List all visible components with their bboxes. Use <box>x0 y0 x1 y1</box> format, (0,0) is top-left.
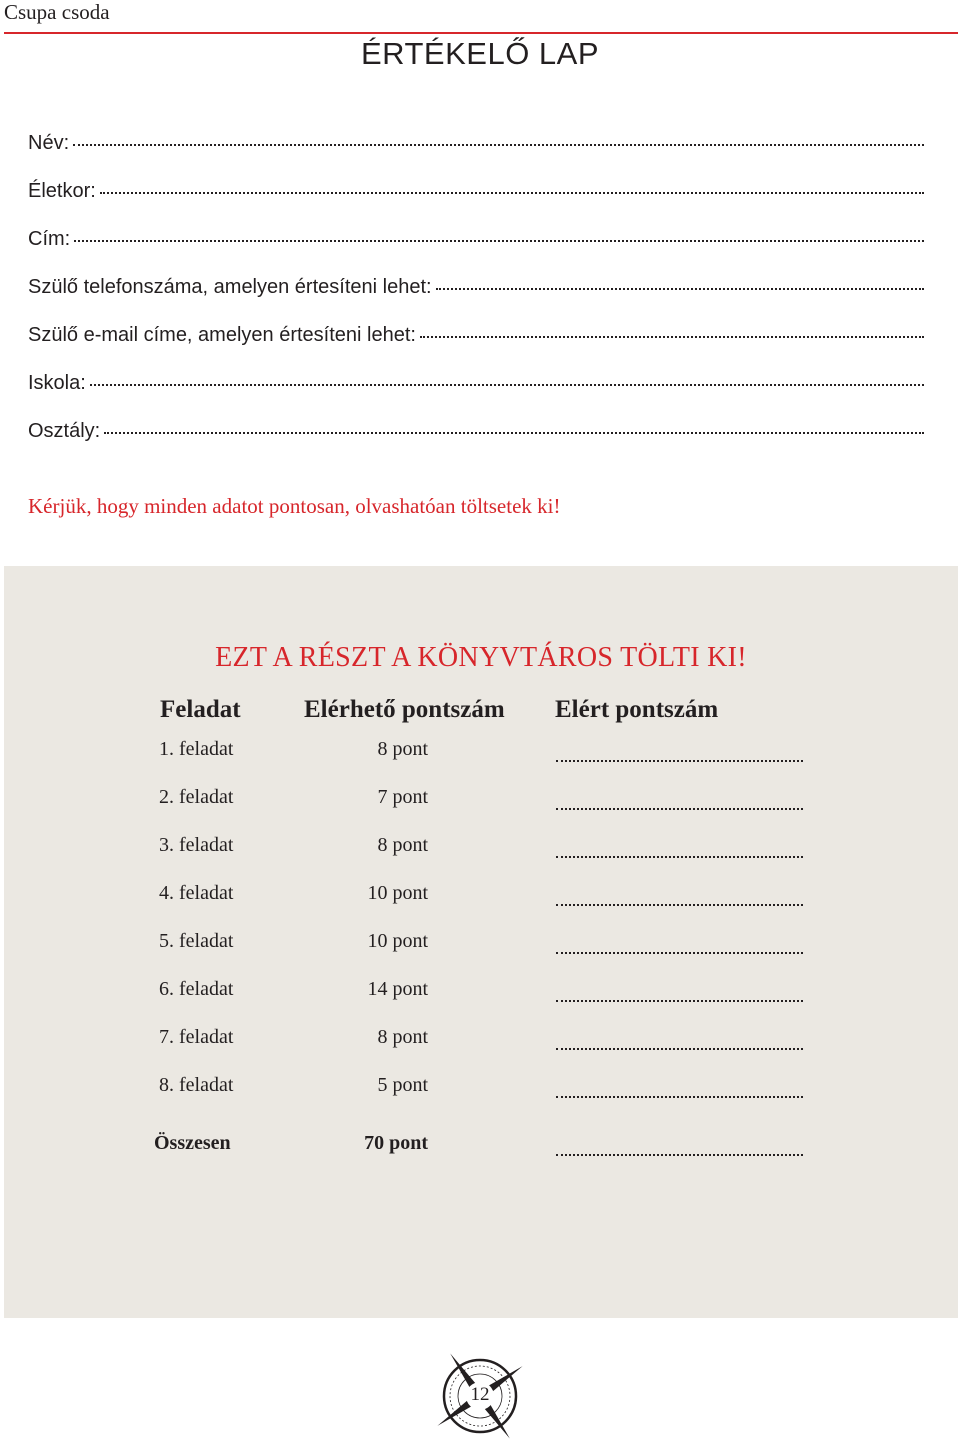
school-blank[interactable] <box>90 384 924 386</box>
column-header-achieved-points: Elért pontszám <box>555 696 719 723</box>
header-rule <box>4 32 958 34</box>
address-label: Cím: <box>28 228 71 250</box>
achieved-points-blank[interactable] <box>556 1096 803 1098</box>
total-achieved-blank[interactable] <box>556 1154 803 1156</box>
available-points: 10 pont <box>367 882 428 904</box>
score-row <box>4 882 958 912</box>
achieved-points-blank[interactable] <box>556 952 803 954</box>
task-label: 3. feladat <box>159 834 234 856</box>
task-label: 2. feladat <box>159 786 234 808</box>
name-field[interactable] <box>28 132 924 162</box>
parent-email-label: Szülő e-mail címe, amelyen értesíteni lehet: <box>28 324 416 346</box>
class-label: Osztály: <box>28 420 101 442</box>
achieved-points-blank[interactable] <box>556 856 803 858</box>
total-label: Összesen <box>154 1132 231 1154</box>
task-label: 4. feladat <box>159 882 234 904</box>
available-points: 8 pont <box>377 1026 428 1048</box>
school-field[interactable] <box>28 372 924 402</box>
column-header-task: Feladat <box>160 696 241 723</box>
task-label: 1. feladat <box>159 738 234 760</box>
age-field[interactable] <box>28 180 924 210</box>
class-field[interactable] <box>28 420 924 450</box>
parent-email-blank[interactable] <box>420 336 924 338</box>
score-row <box>4 834 958 864</box>
available-points: 10 pont <box>367 930 428 952</box>
task-label: 5. feladat <box>159 930 234 952</box>
score-row <box>4 786 958 816</box>
achieved-points-blank[interactable] <box>556 904 803 906</box>
class-blank[interactable] <box>104 432 924 434</box>
task-label: 7. feladat <box>159 1026 234 1048</box>
score-row <box>4 1026 958 1056</box>
fill-in-notice: Kérjük, hogy minden adatot pontosan, olvashatóan töltsetek ki! <box>28 494 561 518</box>
parent-phone-field[interactable] <box>28 276 924 306</box>
available-points: 14 pont <box>367 978 428 1000</box>
age-label: Életkor: <box>28 180 96 202</box>
score-row <box>4 1074 958 1104</box>
total-available-points: 70 pont <box>364 1132 428 1154</box>
librarian-section <box>4 566 958 1318</box>
achieved-points-blank[interactable] <box>556 1048 803 1050</box>
column-header-available-points: Elérhető pontszám <box>304 696 505 723</box>
address-blank[interactable] <box>74 240 924 242</box>
librarian-heading: EZT A RÉSZT A KÖNYVTÁROS TÖLTI KI! <box>215 642 747 673</box>
score-row <box>4 738 958 768</box>
score-row <box>4 930 958 960</box>
parent-phone-label: Szülő telefonszáma, amelyen értesíteni lehet: <box>28 276 432 298</box>
page-title: ÉRTÉKELŐ LAP <box>360 36 600 71</box>
achieved-points-blank[interactable] <box>556 760 803 762</box>
page-number: 12 <box>470 1384 490 1405</box>
address-field[interactable] <box>28 228 924 258</box>
available-points: 8 pont <box>377 834 428 856</box>
parent-phone-blank[interactable] <box>436 288 924 290</box>
available-points: 8 pont <box>377 738 428 760</box>
score-row <box>4 978 958 1008</box>
running-head: Csupa csoda <box>4 0 110 24</box>
task-label: 8. feladat <box>159 1074 234 1096</box>
task-label: 6. feladat <box>159 978 234 1000</box>
available-points: 7 pont <box>377 786 428 808</box>
age-blank[interactable] <box>100 192 924 194</box>
total-row <box>4 1132 958 1162</box>
available-points: 5 pont <box>377 1074 428 1096</box>
name-blank[interactable] <box>73 144 924 146</box>
achieved-points-blank[interactable] <box>556 808 803 810</box>
achieved-points-blank[interactable] <box>556 1000 803 1002</box>
school-label: Iskola: <box>28 372 86 394</box>
name-label: Név: <box>28 132 70 154</box>
parent-email-field[interactable] <box>28 324 924 354</box>
